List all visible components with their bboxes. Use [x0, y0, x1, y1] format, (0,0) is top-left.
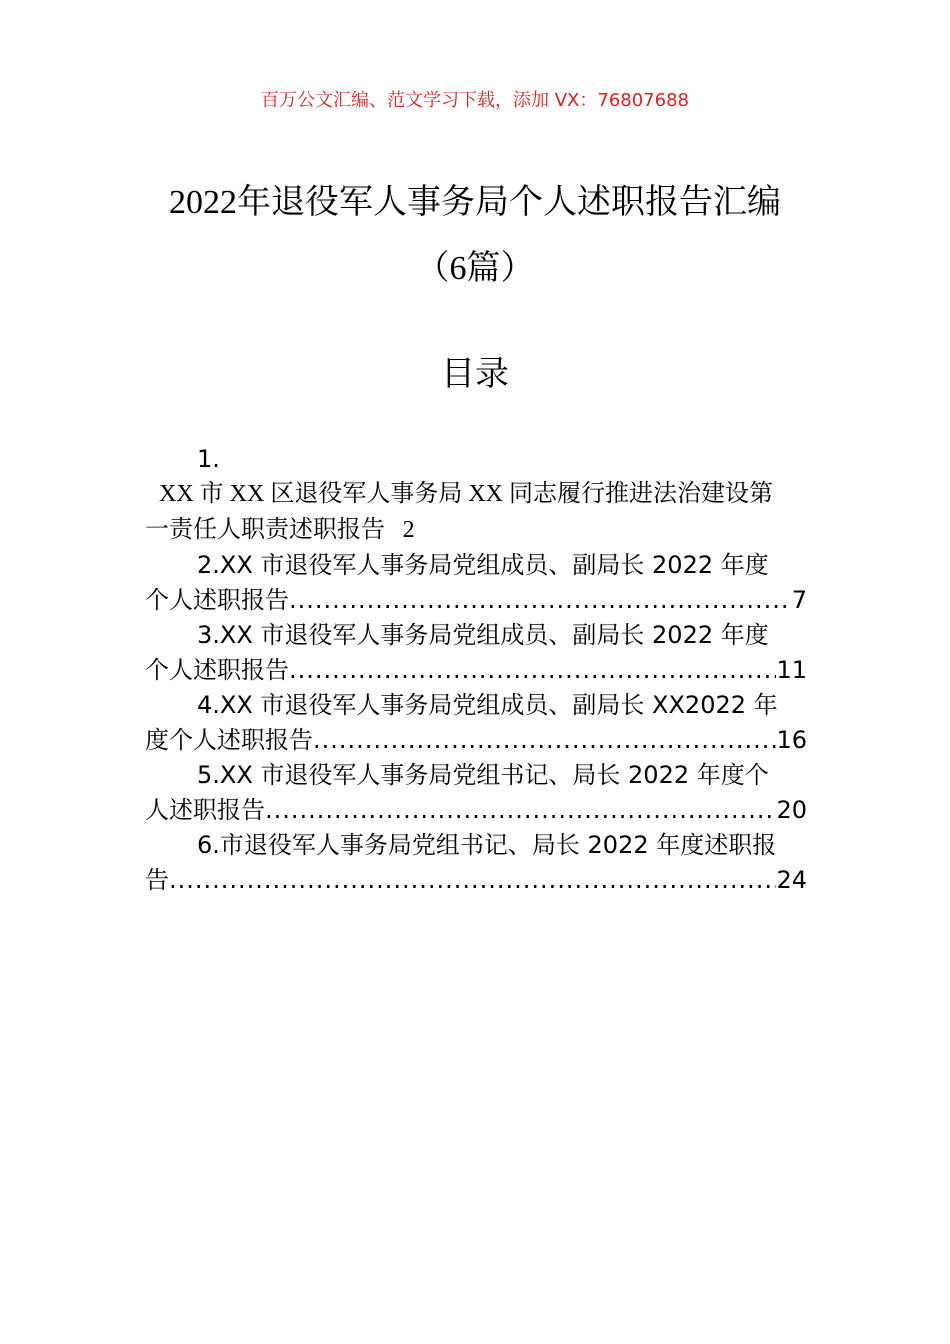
toc-entry-line2: 度个人述职报告: [145, 726, 313, 754]
toc-entry-page: 11: [776, 656, 807, 684]
toc-entry-line2: 一责任人职责述职报告: [145, 515, 385, 543]
toc-entry-page: 16: [776, 726, 807, 754]
toc-entry-6[interactable]: [145, 828, 807, 898]
watermark-header-note: 百万公文汇编、范文学习下载，添加 VX：76807688: [261, 90, 689, 111]
toc-entry-page: 24: [776, 866, 807, 894]
subtitle-text: 篇）: [466, 248, 535, 288]
toc-entry-1[interactable]: [145, 442, 807, 548]
toc-entry-line1: 4.XX 市退役军人事务局党组成员、副局长 XX2022 年: [197, 691, 778, 719]
toc-entry-line1: XX 市 XX 区退役军人事务局 XX 同志履行推进法治建设第: [159, 481, 773, 507]
toc-leader-dots: [289, 583, 792, 618]
toc-entry-line2: 个人述职报告: [145, 656, 289, 684]
toc-entry-line1: 3.XX 市退役军人事务局党组成员、副局长 2022 年度: [197, 621, 769, 649]
toc-entry-4[interactable]: [145, 688, 807, 758]
toc-entry-line1: 6.市退役军人事务局党组书记、局长 2022 年度述职报: [197, 831, 777, 859]
toc-entry-line2: 个人述职报告: [145, 586, 289, 614]
toc-entry-line2: 人述职报告: [145, 796, 265, 824]
toc-entry-page: 20: [776, 796, 807, 824]
toc-entry-line1: 2.XX 市退役军人事务局党组成员、副局长 2022 年度: [197, 551, 769, 579]
title-year: 2022: [169, 184, 237, 221]
toc-leader-dots: [265, 793, 776, 828]
toc-entry-page: 2: [402, 517, 415, 543]
toc-leader-dots: [313, 723, 776, 758]
subtitle-count: 6: [449, 250, 467, 287]
document-subtitle: [0, 244, 950, 293]
document-title: [0, 178, 950, 227]
toc-entry-line1: 5.XX 市退役军人事务局党组书记、局长 2022 年度个: [197, 761, 769, 789]
toc-entry-3[interactable]: [145, 618, 807, 688]
subtitle-open-paren: （: [415, 248, 450, 288]
toc-entry-2[interactable]: [145, 548, 807, 618]
title-text: 年退役军人事务局个人述职报告汇编: [237, 182, 781, 222]
toc-entry-5[interactable]: [145, 758, 807, 828]
toc-entry-line2: 告: [145, 866, 169, 894]
table-of-contents: [145, 442, 807, 898]
toc-entry-page: 7: [791, 586, 807, 614]
toc-entry-number: 1.: [197, 445, 220, 473]
toc-heading: 目录: [441, 354, 509, 394]
toc-leader-dots: [169, 863, 776, 898]
toc-leader-dots: [289, 653, 776, 688]
